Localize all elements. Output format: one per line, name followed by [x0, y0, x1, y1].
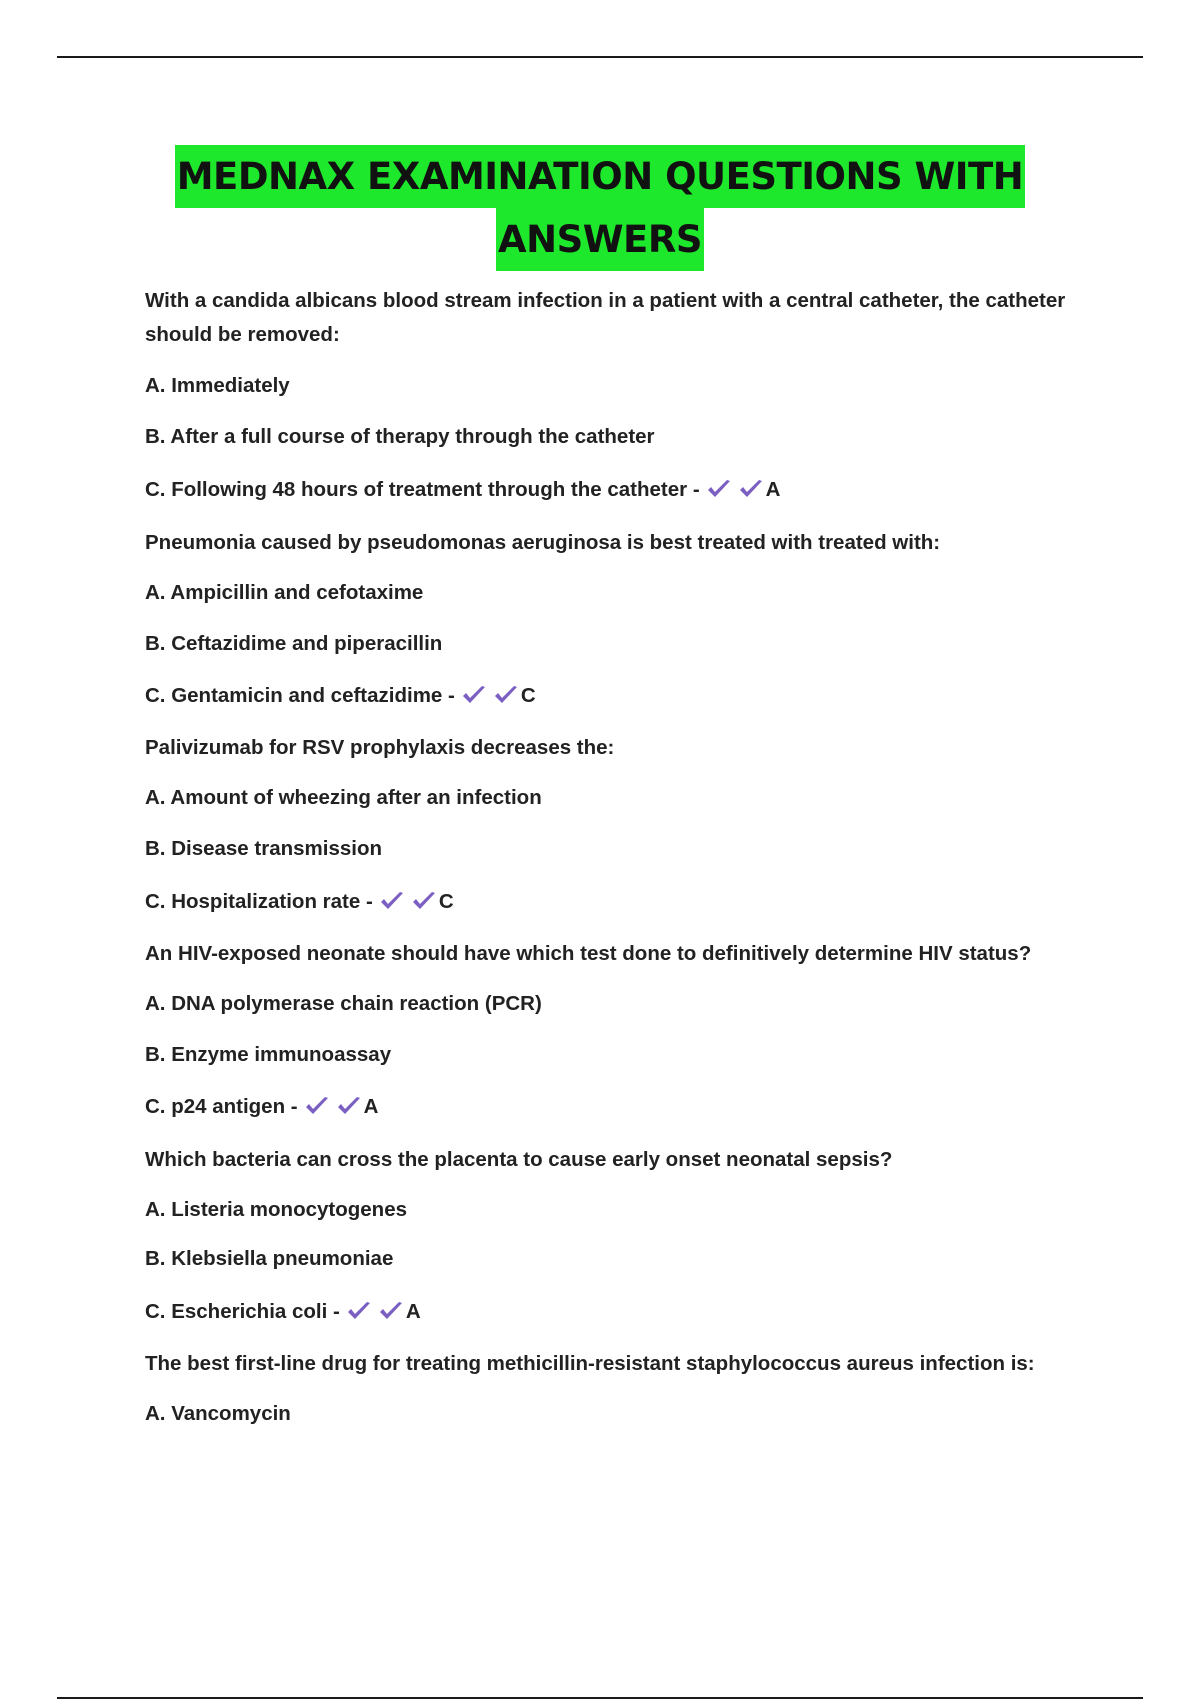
check-mark-icon	[379, 890, 405, 912]
title-line-2: ANSWERS	[496, 208, 704, 271]
answer-letter: C	[520, 684, 536, 707]
answer-line	[145, 1297, 421, 1331]
question-text: An HIV-exposed neonate should have which test done to definitively determine HIV status?	[145, 942, 1032, 965]
question-text: Pneumonia caused by pseudomonas aeruginosa is best treated with treated with:	[145, 531, 941, 554]
option-text: B. Ceftazidime and piperacillin	[145, 632, 443, 655]
check-mark-icon	[336, 1095, 362, 1117]
option-text: B. Disease transmission	[145, 837, 382, 860]
option-text: A. Immediately	[145, 374, 290, 397]
check-mark-icon	[304, 1095, 330, 1117]
option-text: A. Vancomycin	[145, 1402, 291, 1425]
answer-line	[145, 681, 536, 715]
option-text: A. DNA polymerase chain reaction (PCR)	[145, 992, 542, 1015]
option-text: A. Ampicillin and cefotaxime	[145, 581, 424, 604]
answer-option-text: C. Gentamicin and ceftazidime -	[145, 684, 455, 707]
check-mark-icon	[411, 890, 437, 912]
question-text: Which bacteria can cross the placenta to cause early onset neonatal sepsis?	[145, 1148, 893, 1171]
answer-letter: C	[438, 890, 454, 913]
answer-option-text: C. Hospitalization rate -	[145, 890, 373, 913]
answer-line	[145, 475, 780, 509]
answer-option-text: C. Escherichia coli -	[145, 1300, 340, 1323]
answer-letter: A	[363, 1095, 379, 1118]
answer-checks	[379, 890, 443, 921]
question-text: The best first-line drug for treating methicillin-resistant staphylococcus aureus infection is:	[145, 1352, 1035, 1375]
check-mark-icon	[493, 684, 519, 706]
check-mark-icon	[706, 478, 732, 500]
answer-letter: A	[405, 1300, 421, 1323]
bottom-rule	[57, 1697, 1143, 1699]
question-text: Palivizumab for RSV prophylaxis decreases the:	[145, 736, 615, 759]
answer-option-text: C. Following 48 hours of treatment through the catheter -	[145, 478, 700, 501]
answer-line	[145, 887, 454, 921]
answer-option-text: C. p24 antigen -	[145, 1095, 298, 1118]
check-mark-icon	[378, 1300, 404, 1322]
option-text: B. Enzyme immunoassay	[145, 1043, 392, 1066]
check-mark-icon	[461, 684, 487, 706]
option-text: B. Klebsiella pneumoniae	[145, 1247, 394, 1270]
check-mark-icon	[346, 1300, 372, 1322]
answer-checks	[706, 478, 770, 509]
top-rule	[57, 56, 1143, 58]
answer-line	[145, 1092, 378, 1126]
answer-checks	[346, 1300, 410, 1331]
document-title	[57, 145, 1143, 271]
option-text: A. Listeria monocytogenes	[145, 1198, 408, 1221]
answer-checks	[304, 1095, 368, 1126]
option-text: B. After a full course of therapy through the catheter	[145, 425, 655, 448]
question-text: With a candida albicans blood stream infection in a patient with a central catheter, the catheter should be removed:	[145, 289, 1066, 346]
answer-checks	[461, 684, 525, 715]
title-line-1: MEDNAX EXAMINATION QUESTIONS WITH	[175, 145, 1026, 208]
answer-letter: A	[765, 478, 781, 501]
check-mark-icon	[738, 478, 764, 500]
option-text: A. Amount of wheezing after an infection	[145, 786, 542, 809]
